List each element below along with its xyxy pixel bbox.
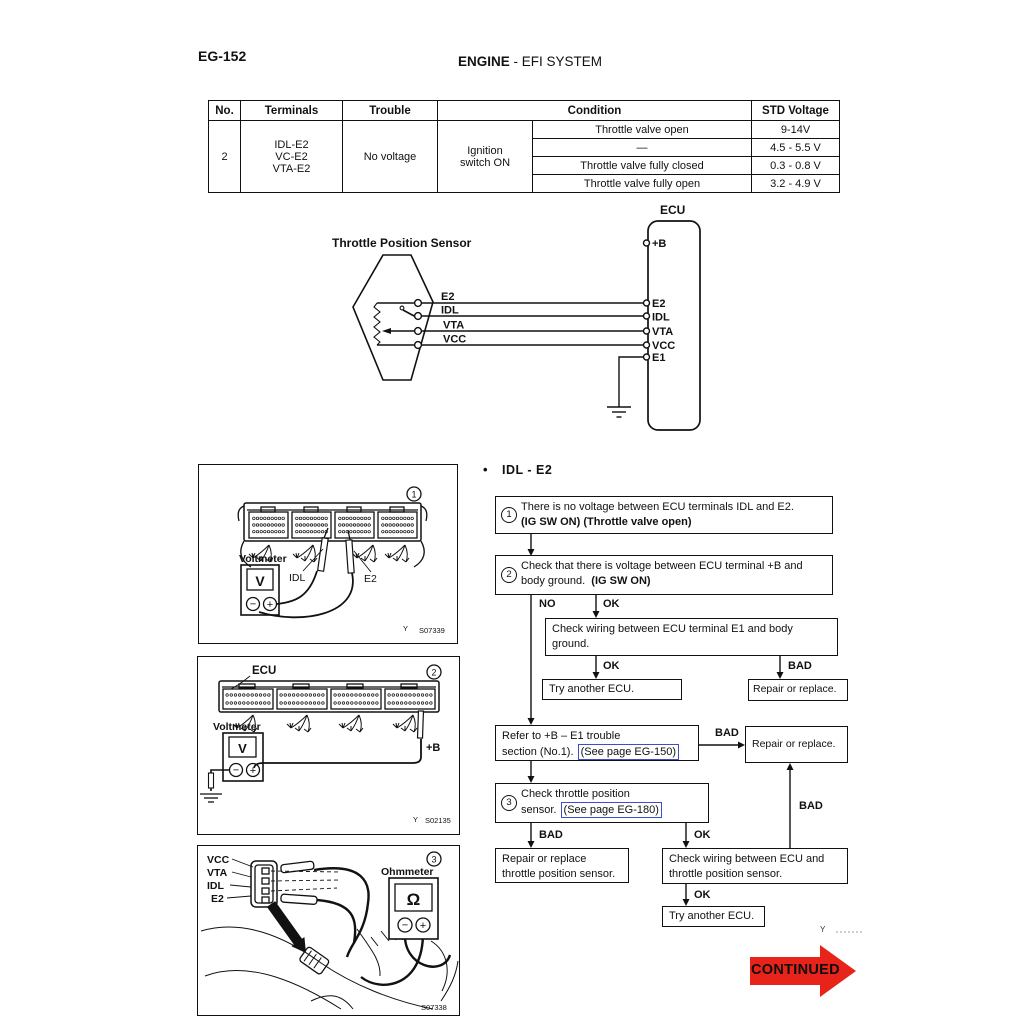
wire-label-e2: E2 [441, 291, 455, 303]
fig-mark: Y [403, 624, 409, 633]
flow-step-2: 2 Check that there is voltage between ECU terminal +B and body ground. (IG SW ON) [495, 555, 833, 595]
flow-repair-or-replace-2: Repair or replace. [745, 726, 848, 763]
flow-refer-plus-b-e1: Refer to +B – E1 trouble section (No.1). (See page EG-150) [495, 725, 699, 761]
figure-number: 1 [411, 489, 417, 500]
ecu-label: ECU [660, 203, 686, 217]
col-header-no: No. [209, 101, 241, 121]
cell-no: 2 [209, 121, 241, 193]
cell-voltage: 4.5 - 5.5 V [752, 139, 840, 157]
flow-check-wiring-ecu-tps: Check wiring between ECU and throttle position sensor. [662, 848, 848, 884]
flow-repair-tps: Repair or replace throttle position sensor. [495, 848, 629, 883]
idle-switch-lever [403, 310, 415, 317]
section-bullet: • [483, 462, 488, 477]
idle-switch-contact [400, 306, 404, 310]
table-row [209, 121, 840, 139]
cell-voltage: 3.2 - 4.9 V [752, 175, 840, 193]
ecu-terminal-b: +B [652, 238, 667, 250]
illustration-1-art [199, 465, 457, 643]
flow-step-1: 1 There is no voltage between ECU terminals IDL and E2. (IG SW ON) (Throttle valve open) [495, 496, 833, 534]
flow-try-another-ecu-1: Try another ECU. [542, 679, 682, 700]
wiring-diagram [330, 195, 720, 440]
pin-label-idl: IDL [207, 880, 224, 892]
probe-label-e2: E2 [364, 573, 377, 585]
illustration-voltmeter-idl-e2 [198, 464, 458, 644]
cell-voltage: 9-14V [752, 121, 840, 139]
voltmeter-v-icon: V [255, 573, 265, 589]
step-number-1: 1 [501, 507, 517, 523]
branch-label-ok: OK [603, 660, 620, 672]
flow-check-e1-wiring: Check wiring between ECU terminal E1 and body ground. [545, 618, 838, 656]
tps-connector [251, 861, 277, 907]
illustration-ohmmeter-tps [197, 845, 460, 1016]
figure-code: S07339 [419, 626, 445, 635]
page-link-eg-150[interactable]: (See page EG-150) [578, 744, 679, 761]
ohmmeter-label: Ohmmeter [381, 866, 434, 878]
cell-condition-common: Ignition switch ON [438, 121, 533, 193]
branch-label-ok: OK [603, 598, 620, 610]
cell-condition: — [533, 139, 752, 157]
branch-label-bad: BAD [788, 660, 812, 672]
voltmeter-v-icon: V [238, 741, 247, 756]
step-number-3: 3 [501, 795, 517, 811]
col-header-terminals: Terminals [241, 101, 343, 121]
illustration-2-art [198, 657, 459, 834]
cell-condition: Throttle valve fully closed [533, 157, 752, 175]
branch-label-bad: BAD [539, 829, 563, 841]
voltmeter-probes [318, 528, 355, 573]
figure-code: S07338 [421, 1003, 447, 1012]
page-link-eg-180[interactable]: (See page EG-180) [561, 802, 662, 819]
cell-voltage: 0.3 - 0.8 V [752, 157, 840, 175]
figure-code: S02135 [425, 816, 451, 825]
flow-step-3: 3 Check throttle position sensor. (See page EG-180) [495, 783, 709, 823]
scan-artifact [836, 931, 862, 933]
cell-condition: Throttle valve open [533, 121, 752, 139]
table-header-row [209, 101, 840, 121]
wire-label-idl: IDL [441, 304, 459, 317]
voltmeter-label: Voltmeter [239, 553, 287, 565]
voltmeter-probe [418, 711, 424, 738]
pin-label-e2: E2 [211, 893, 224, 905]
fig-mark: Y [820, 925, 826, 934]
plus-terminal-icon: + [419, 920, 427, 932]
continued-label: CONTINUED [751, 962, 840, 978]
fig-mark: Y [413, 815, 419, 824]
ecu-label: ECU [252, 665, 277, 677]
connector-block [223, 684, 435, 709]
page-title [380, 54, 680, 69]
branch-label-bad: BAD [715, 727, 739, 739]
flow-try-another-ecu-2: Try another ECU. [662, 906, 765, 927]
cell-terminals: IDL-E2 VC-E2 VTA-E2 [241, 121, 343, 193]
page-title-rest: - EFI SYSTEM [509, 54, 603, 69]
branch-label-bad: BAD [799, 800, 823, 812]
wire-label-vta: VTA [443, 319, 465, 332]
step-number-2: 2 [501, 567, 517, 583]
col-header-trouble: Trouble [343, 101, 438, 121]
minus-terminal-icon: − [249, 598, 257, 611]
plus-terminal-icon: + [266, 599, 274, 611]
pin-label-vta: VTA [207, 867, 228, 879]
wiper-arrow [382, 328, 391, 334]
probe-label-idl: IDL [289, 572, 306, 584]
probe-label-plus-b: +B [426, 742, 441, 754]
ecu-terminal-e1: E1 [652, 352, 666, 364]
figure-number: 2 [431, 667, 437, 678]
cell-trouble: No voltage [343, 121, 438, 193]
col-header-std-voltage: STD Voltage [752, 101, 840, 121]
ecu-terminal-e2: E2 [652, 298, 666, 310]
branch-label-ok: OK [694, 829, 711, 841]
col-header-condition: Condition [438, 101, 752, 121]
ground-symbol-icon [607, 407, 631, 417]
illustration-voltmeter-plus-b [197, 656, 460, 835]
illustration-3-art [198, 846, 459, 1015]
plus-terminal-icon: + [249, 765, 257, 777]
ohmmeter-omega-icon: Ω [406, 890, 421, 909]
potentiometer-resistor [374, 303, 380, 345]
spec-table [208, 100, 840, 193]
minus-terminal-icon: − [401, 919, 409, 932]
pin-label-vcc: VCC [207, 854, 230, 866]
ecu-terminal-vcc: VCC [652, 340, 676, 352]
sensor-label: Throttle Position Sensor [332, 236, 472, 250]
flowchart-heading: IDL - E2 [502, 463, 553, 477]
wire-label-vcc: VCC [443, 333, 467, 346]
pointer-arrow-icon [267, 901, 306, 953]
minus-terminal-icon: − [232, 764, 240, 777]
ecu-terminal-idl: IDL [652, 311, 670, 324]
branch-label-no: NO [539, 598, 556, 610]
ecu-terminal-vta: VTA [652, 326, 674, 338]
flow-repair-or-replace-1: Repair or replace. [748, 679, 848, 701]
figure-number: 3 [431, 854, 437, 865]
branch-label-ok: OK [694, 889, 711, 901]
connector-block [249, 507, 417, 538]
cell-condition: Throttle valve fully open [533, 175, 752, 193]
page-title-engine: ENGINE [457, 54, 510, 69]
voltmeter-label: Voltmeter [213, 721, 261, 733]
page-number: EG-152 [198, 48, 247, 64]
ground-symbol-icon [200, 794, 222, 802]
